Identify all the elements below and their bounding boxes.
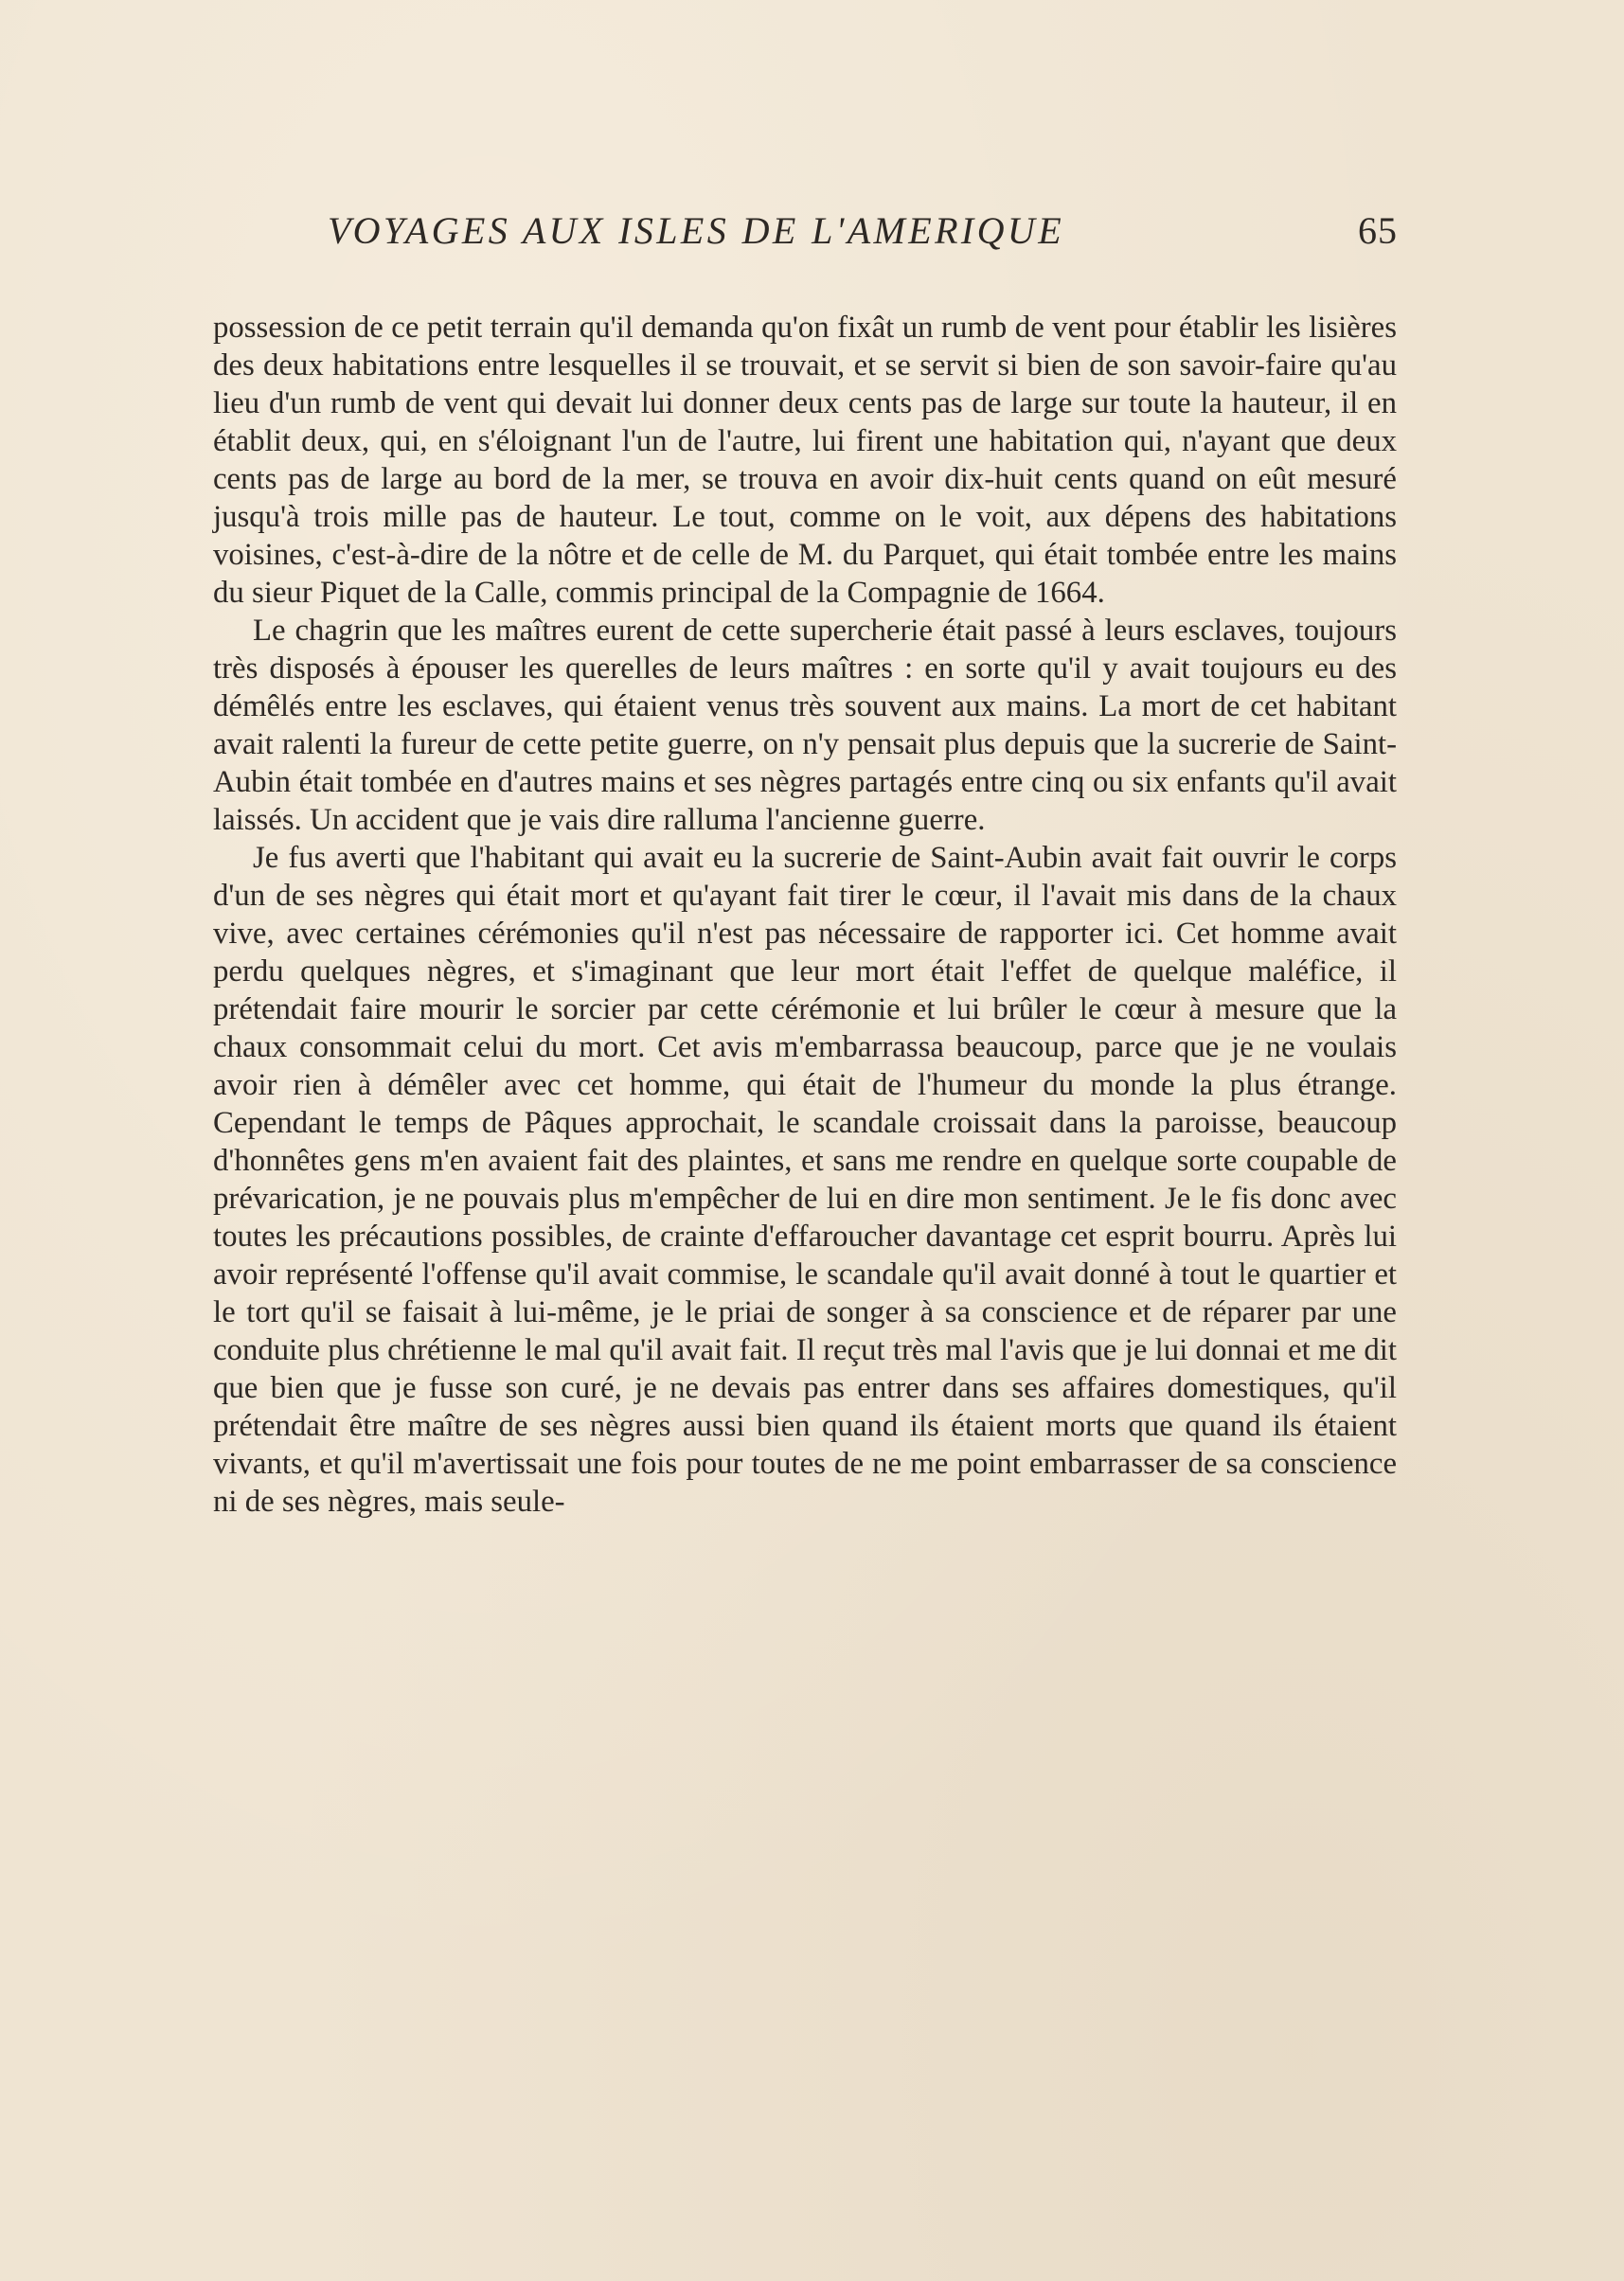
paragraph-2: Le chagrin que les maîtres eurent de cette supercherie était passé à leurs esclaves, toujours très disposés à épouser les querelles de leurs maîtres : en sorte qu'il y avait toujours eu des démêlés entre les esclaves, qui étaient venus très souvent aux mains. La mort de cet habitant avait ralenti la fureur de cette petite guerre, on n'y pensait plus depuis que la sucrerie de Saint-Aubin était tombée en d'autres mains et ses nègres partagés entre cinq ou six enfants qu'il avait laissés. Un accident que je vais dire ralluma l'ancienne guerre. — [213, 614, 1397, 837]
body-text — [213, 309, 1397, 1521]
running-title: VOYAGES AUX ISLES DE L'AMERIQUE — [328, 209, 1065, 252]
page-number: 65 — [1358, 209, 1398, 252]
paragraph-1: possession de ce petit terrain qu'il demanda qu'on fixât un rumb de vent pour établir les lisières des deux habitations entre lesquelles il se trouvait, et se servit si bien de son savoir-faire qu'au lieu d'un rumb de vent qui devait lui donner deux cents pas de large sur toute la hauteur, il en établit deux, qui, en s'éloignant l'un de l'autre, lui firent une habitation qui, n'ayant que deux cents pas de large au bord de la mer, se trouva en avoir dix-huit cents quand on eût mesuré jusqu'à trois mille pas de hauteur. Le tout, comme on le voit, aux dépens des habitations voisines, c'est-à-dire de la nôtre et de celle de M. du Parquet, qui était tombée entre les mains du sieur Piquet de la Calle, commis principal de la Compagnie de 1664. — [213, 311, 1397, 610]
paragraph-3: Je fus averti que l'habitant qui avait eu la sucrerie de Saint-Aubin avait fait ouvrir le corps d'un de ses nègres qui était mort et qu'ayant fait tirer le cœur, il l'avait mis dans de la chaux vive, avec certaines cérémonies qu'il n'est pas nécessaire de rapporter ici. Cet homme avait perdu quelques nègres, et s'imaginant que leur mort était l'effet de quelque maléfice, il prétendait faire mourir le sorcier par cette cérémonie et lui brûler le cœur à mesure que la chaux consommait celui du mort. Cet avis m'embarrassa beaucoup, parce que je ne voulais avoir rien à démêler avec cet homme, qui était de l'humeur du monde la plus étrange. Cependant le temps de Pâques approchait, le scandale croissait dans la paroisse, beaucoup d'honnêtes gens m'en avaient fait des plaintes, et sans me rendre en quelque sorte coupable de prévarication, je ne pouvais plus m'empêcher de lui en dire mon sentiment. Je le fis donc avec toutes les précautions possibles, de crainte d'effaroucher davantage cet esprit bourru. Après lui avoir représenté l'offense qu'il avait commise, le scandale qu'il avait donné à tout le quartier et le tort qu'il se faisait à lui-même, je le priai de songer à sa conscience et de réparer par une conduite plus chrétienne le mal qu'il avait fait. Il reçut très mal l'avis que je lui donnai et me dit que bien que je fusse son curé, je ne devais pas entrer dans ses affaires domestiques, qu'il prétendait être maître de ses nègres aussi bien quand ils étaient morts que quand ils étaient vivants, et qu'il m'avertissait une fois pour toutes de ne me point embarrasser de sa conscience ni de ses nègres, mais seule- — [213, 841, 1397, 1519]
running-head — [328, 208, 1398, 275]
